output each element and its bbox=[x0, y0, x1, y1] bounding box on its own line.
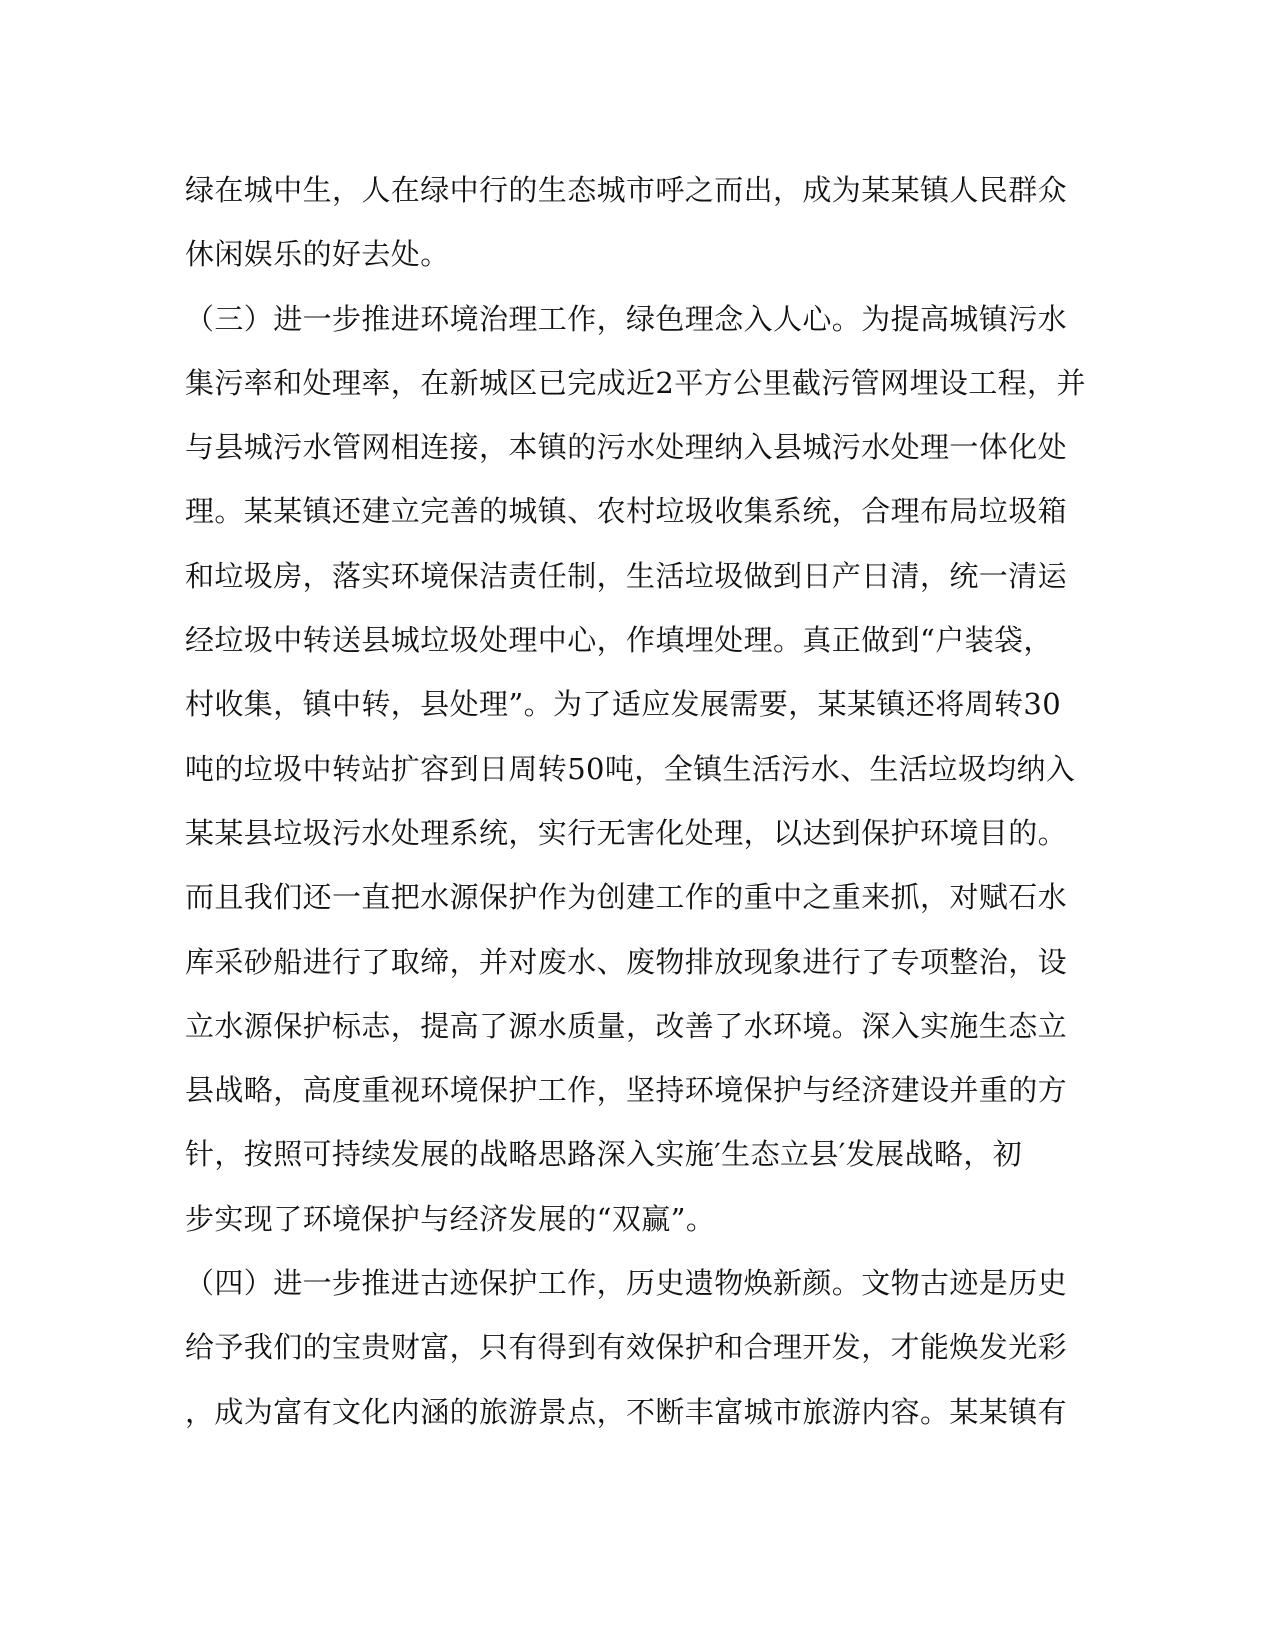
text-line: 吨的垃圾中转站扩容到日周转50吨，全镇生活污水、生活垃圾均纳入 bbox=[185, 751, 1076, 786]
text-line: 给予我们的宝贵财富，只有得到有效保护和合理开发，才能焕发光彩 bbox=[185, 1330, 1068, 1365]
text-line: 某某县垃圾污水处理系统，实行无害化处理，以达到保护环境目的。 bbox=[185, 815, 1068, 850]
text-line: ，成为富有文化内涵的旅游景点，不断丰富城市旅游内容。某某镇有 bbox=[185, 1394, 1068, 1429]
body-text bbox=[185, 158, 1085, 1444]
text-line: （三）进一步推进环境治理工作，绿色理念入人心。为提高城镇污水 bbox=[185, 301, 1068, 336]
text-line: 经垃圾中转送县城垃圾处理中心，作填埋处理。真正做到“户装袋， bbox=[185, 623, 1053, 658]
text-line: （四）进一步推进古迹保护工作，历史遗物焕新颜。文物古迹是历史 bbox=[185, 1266, 1068, 1301]
text-line: 针，按照可持续发展的战略思路深入实施′生态立县′发展战略，初 bbox=[185, 1137, 1023, 1172]
text-line: 休闲娱乐的好去处。 bbox=[185, 237, 450, 272]
text-line: 和垃圾房，落实环境保洁责任制，生活垃圾做到日产日清，统一清运 bbox=[185, 558, 1068, 593]
text-line: 理。某某镇还建立完善的城镇、农村垃圾收集系统，合理布局垃圾箱 bbox=[185, 494, 1068, 529]
text-line: 而且我们还一直把水源保护作为创建工作的重中之重来抓，对赋石水 bbox=[185, 880, 1068, 915]
text-line: 集污率和处理率，在新城区已完成近2平方公里截污管网埋设工程，并 bbox=[185, 365, 1086, 400]
text-line: 库采砂船进行了取缔，并对废水、废物排放现象进行了专项整治，设 bbox=[185, 944, 1068, 979]
text-line: 步实现了环境保护与经济发展的“双赢”。 bbox=[185, 1201, 716, 1236]
text-line: 立水源保护标志，提高了源水质量，改善了水环境。深入实施生态立 bbox=[185, 1008, 1068, 1043]
text-line: 村收集，镇中转，县处理”。为了适应发展需要，某某镇还将周转30 bbox=[185, 687, 1062, 722]
text-line: 绿在城中生，人在绿中行的生态城市呼之而出，成为某某镇人民群众 bbox=[185, 173, 1068, 207]
text-line: 县战略，高度重视环境保护工作，坚持环境保护与经济建设并重的方 bbox=[185, 1073, 1068, 1108]
text-line: 与县城污水管网相连接，本镇的污水处理纳入县城污水处理一体化处 bbox=[185, 430, 1068, 465]
